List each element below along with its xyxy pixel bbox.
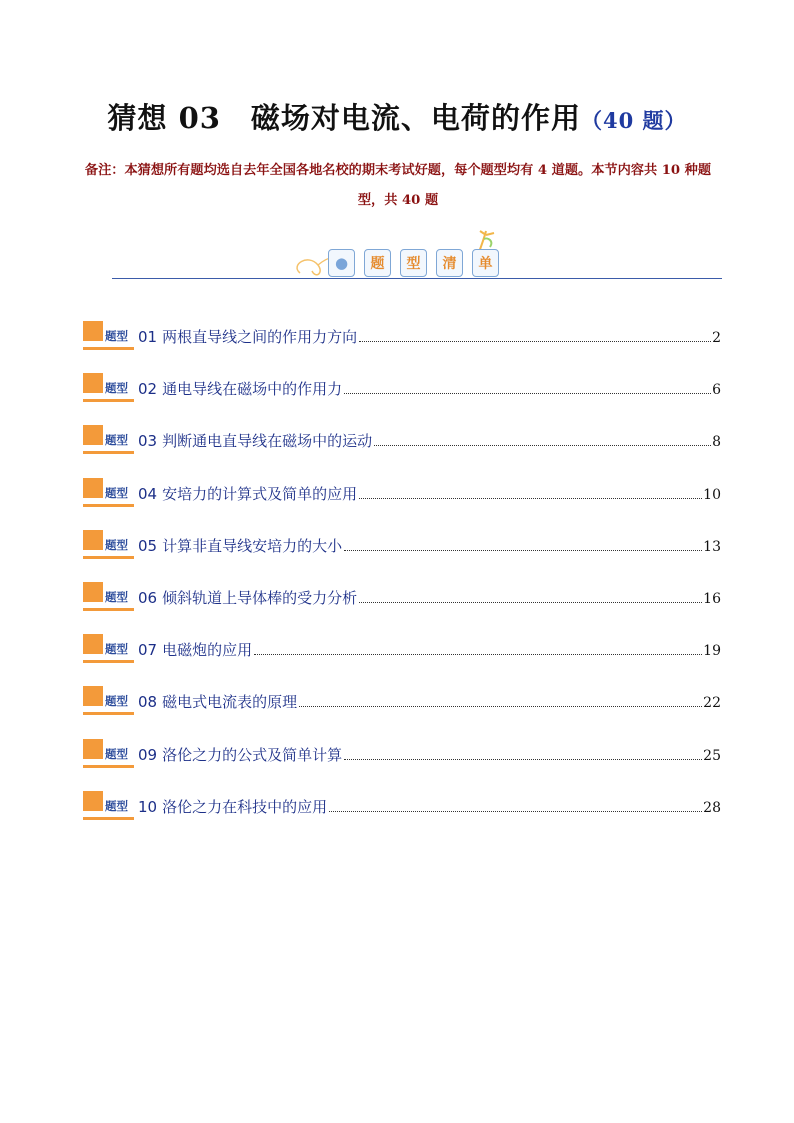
- banner-dot-icon: ●: [328, 249, 355, 277]
- toc-title[interactable]: 磁电式电流表的原理: [162, 693, 298, 712]
- toc-item-03[interactable]: [80, 422, 722, 474]
- toc-item-07[interactable]: [80, 631, 722, 683]
- toc-page: 10: [703, 486, 721, 503]
- toc-page: 13: [703, 538, 721, 555]
- toc-item-08[interactable]: [80, 683, 722, 735]
- bookmark-icon: 题型: [80, 736, 134, 772]
- bookmark-icon: 题型: [80, 422, 134, 458]
- toc-item-10[interactable]: [80, 788, 722, 840]
- toc-number: 05: [138, 536, 158, 555]
- title-count: （40 题）: [580, 108, 687, 133]
- section-banner: [290, 225, 510, 285]
- bookmark-icon: 题型: [80, 475, 134, 511]
- toc-title[interactable]: 两根直导线之间的作用力方向: [162, 328, 358, 346]
- banner-label-4: 单: [472, 249, 499, 277]
- bookmark-icon: 题型: [80, 683, 134, 719]
- toc-title[interactable]: 洛伦之力在科技中的应用: [162, 797, 328, 816]
- bookmark-icon: 题型: [80, 579, 134, 615]
- banner-label-2: 型: [400, 249, 427, 277]
- leader-dots: [359, 497, 702, 499]
- leader-dots: [344, 758, 702, 760]
- toc-number: 02: [138, 380, 158, 399]
- toc-number: 10: [138, 797, 158, 816]
- bookmark-icon: 题型: [80, 788, 134, 824]
- toc-number: 04: [138, 484, 158, 503]
- toc-item-02[interactable]: [80, 370, 722, 422]
- bookmark-icon: 题型: [80, 527, 134, 563]
- toc-number: 07: [138, 641, 158, 660]
- toc-number: 09: [138, 745, 158, 764]
- toc-number: 08: [138, 693, 158, 712]
- leader-dots: [254, 653, 702, 655]
- toc-title[interactable]: 计算非直导线安培力的大小: [162, 536, 343, 555]
- toc-number: 03: [138, 432, 158, 451]
- toc-title[interactable]: 倾斜轨道上导体棒的受力分析: [162, 588, 358, 607]
- toc-page: 22: [703, 695, 721, 712]
- toc-item-09[interactable]: [80, 736, 722, 788]
- toc-title[interactable]: 电磁炮的应用: [162, 641, 253, 660]
- toc-item-01[interactable]: [80, 318, 722, 370]
- toc-page: 2: [712, 330, 721, 346]
- leader-dots: [344, 549, 702, 551]
- leader-dots: [359, 601, 702, 603]
- title-main: 猜想 03 磁场对电流、电荷的作用: [107, 101, 581, 135]
- toc-item-04[interactable]: [80, 475, 722, 527]
- toc-item-06[interactable]: [80, 579, 722, 631]
- banner-label-3: 清: [436, 249, 463, 277]
- toc-page: 8: [712, 434, 721, 451]
- toc-page: 28: [703, 799, 721, 816]
- leader-dots: [359, 340, 711, 342]
- banner-label-1: 题: [364, 249, 391, 277]
- bookmark-icon: 题型: [80, 631, 134, 667]
- toc-number: 01: [138, 328, 158, 346]
- toc-title[interactable]: 洛伦之力的公式及简单计算: [162, 745, 343, 764]
- toc-title[interactable]: 通电导线在磁场中的作用力: [162, 380, 343, 399]
- toc-page: 19: [703, 643, 721, 660]
- toc-title[interactable]: 安培力的计算式及简单的应用: [162, 484, 358, 503]
- leader-dots: [344, 392, 711, 394]
- leader-dots: [329, 810, 702, 812]
- leader-dots: [374, 444, 711, 446]
- toc-page: 16: [703, 590, 721, 607]
- toc-number: 06: [138, 588, 158, 607]
- note-text: 备注：本猜想所有题均选自去年全国各地名校的期末考试好题，每个题型均有 4 道题。本节内容共 10 种题型，共 40 题: [84, 163, 712, 208]
- table-of-contents: [80, 318, 722, 840]
- toc-title[interactable]: 判断通电直导线在磁场中的运动: [162, 432, 373, 451]
- bookmark-icon: 题型: [80, 318, 134, 354]
- bookmark-icon: 题型: [80, 370, 134, 406]
- divider: [112, 278, 722, 279]
- leader-dots: [299, 705, 702, 707]
- toc-page: 6: [712, 382, 721, 399]
- page-title: [0, 96, 794, 137]
- toc-page: 25: [703, 747, 721, 764]
- toc-item-05[interactable]: [80, 527, 722, 579]
